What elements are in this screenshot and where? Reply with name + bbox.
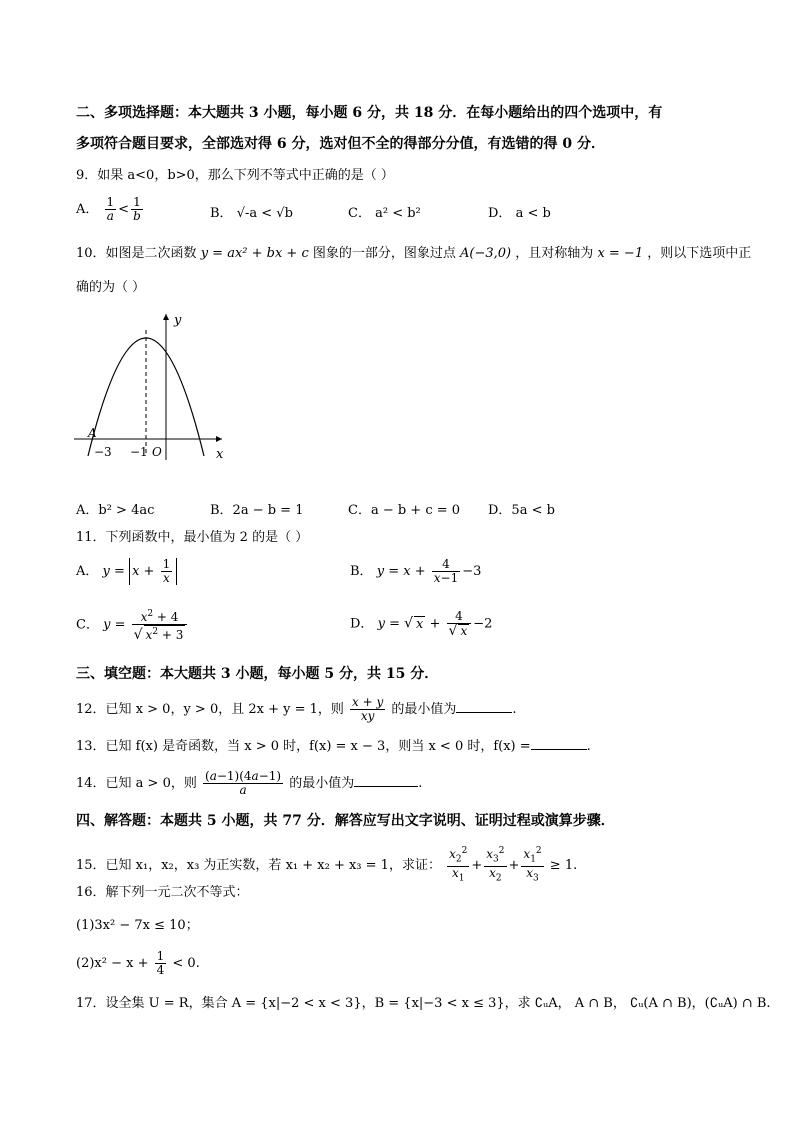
parabola-graph — [70, 308, 230, 468]
q11-option-b-label: B． — [350, 564, 373, 579]
q11-option-d: D． y = √ x + $\frac{4}{√ x}$ −2 — [350, 609, 493, 639]
q15-end: ≥ 1. — [549, 857, 578, 873]
q16-part1: (1)3x² − 7x ≤ 10； — [76, 918, 199, 933]
q9-option-b-label: B． — [210, 206, 233, 221]
graph-tick-minus3: −3 — [94, 445, 112, 459]
q14-c: 的最小值为 — [289, 776, 355, 791]
q9-option-d-text: a < b — [515, 206, 551, 221]
q14-end: . — [418, 776, 423, 791]
graph-x-arrow — [216, 436, 222, 442]
section-3-heading: 三、填空题：本大题共 3 小题，每小题 5 分，共 15 分． — [76, 666, 439, 682]
q12-end: . — [512, 702, 517, 717]
q9-option-c-text: a² < b² — [375, 206, 421, 221]
q14: 14．已知 a > 0，则 $\frac{(a-1)(4a-1)}{a}$ 的最小值为 . — [76, 769, 423, 797]
q10-stem-point: A(−3,0) — [460, 246, 512, 261]
graph-x-label: x — [216, 447, 224, 462]
q12-answer-blank[interactable] — [456, 712, 512, 713]
graph-y-arrow — [163, 314, 169, 320]
q11-option-a-label: A． — [76, 564, 99, 579]
q9-option-c-label: C． — [348, 206, 371, 221]
q13 — [76, 738, 591, 756]
q12-a: 12．已知 — [76, 702, 132, 717]
q9-option-c — [348, 202, 421, 221]
q13-answer-blank[interactable] — [531, 749, 587, 750]
q14-a: 14．已知 a > 0，则 — [76, 776, 197, 791]
q11-option-c-label: C． — [76, 617, 99, 633]
q12: 12．已知 x > 0，y > 0，且 2x + y = 1，则 $\frac{x + y}{xy}$ 的最小值为 . — [76, 695, 517, 723]
q9-stem: 9．如果 a<0，b>0，那么下列不等式中正确的是（ ） — [76, 168, 394, 183]
q11-option-c: C． y = $\frac{x^2 + 4}{√ x^2 + 3}$ — [76, 608, 189, 642]
q10-stem — [76, 245, 751, 263]
q12-b: x > 0，y > 0，且 2x + y = 1，则 — [135, 702, 344, 717]
q10-option-a: A．b² > 4ac — [76, 503, 155, 518]
q11-option-b: B． y = x + $\frac{4}{x-1}$ −3 — [350, 557, 482, 585]
q9-option-d — [488, 202, 551, 221]
q10-stem-c: 图象的一部分，图象过点 — [312, 246, 456, 261]
q10-stem-e: ，且对称轴为 — [515, 246, 594, 261]
q10-option-d: D．5a < b — [488, 503, 555, 518]
q12-c: 的最小值为 — [391, 702, 457, 717]
graph-origin-label: O — [152, 445, 162, 459]
q9-option-b — [210, 202, 293, 221]
q10-option-c: C．a − b + c = 0 — [348, 503, 461, 518]
q15: 15．已知 x₁，x₂，x₃ 为正实数，若 x₁ + x₂ + x₃ = 1，求证： $\frac{x_2^2}{x_1}$ + $\frac{x_3^2}{x_2}$ + $\frac{x_1^2}{x_3}$ ≥ 1. — [76, 846, 578, 884]
q14-answer-blank[interactable] — [354, 786, 418, 787]
graph-tick-minus1: −1 — [130, 445, 148, 459]
q11-stem: 11．下列函数中，最小值为 2 的是（ ） — [76, 530, 309, 545]
q9-option-b-text: √-a < √b — [236, 206, 293, 221]
q9-option-a: A． $\frac{1}{a}$ < $\frac{1}{b}$ — [76, 195, 141, 223]
q10-option-b: B．2a − b = 1 — [210, 503, 304, 518]
section-2-heading-line1: 二、多项选择题：本大题共 3 小题，每小题 6 分，共 18 分．在每小题给出的四个选项中，有 — [76, 105, 663, 121]
q11-option-d-label: D． — [350, 616, 374, 632]
q15-a: 15．已知 x₁，x₂，x₃ 为正实数，若 x₁ + x₂ + x₃ = 1，求证： — [76, 857, 441, 873]
q13-end: . — [586, 739, 591, 754]
graph-y-label: y — [174, 313, 182, 328]
section-4-heading: 四、解答题：本题共 5 小题，共 77 分．解答应写出文字说明、证明过程或演算步骤． — [76, 813, 615, 829]
q16-stem: 16．解下列一元二次不等式： — [76, 885, 249, 900]
q16-part2: (2)x² − x + $\frac{1}{4}$ < 0. — [76, 949, 200, 977]
q9-option-d-label: D． — [488, 206, 512, 221]
section-2-heading-line2: 多项符合题目要求，全部选对得 6 分，选对但不全的得部分分值，有选错的得 0 分． — [76, 136, 605, 152]
q17: 17．设全集 U = R，集合 A = {x|−2 < x < 3}，B = {x|−3 < x ≤ 3}，求 ∁ᵤA， A ∩ B， ∁ᵤ(A ∩ B)，(∁ᵤA) ∩ B. — [76, 996, 771, 1011]
q13-text: 13．已知 f(x) 是奇函数，当 x > 0 时，f(x) = x − 3，则当 x < 0 时，f(x) = — [76, 739, 531, 754]
q10-stem-g: ，则以下选项中正 — [647, 246, 752, 261]
q10-stem-axis: x = −1 — [597, 246, 644, 261]
q10-stem-function: y = ax² + bx + c — [200, 246, 309, 261]
graph-point-a-label: A — [88, 426, 97, 440]
q9-option-a-label: A． — [76, 202, 99, 217]
q11-option-a: A． y = x + $\frac{1}{x}$ — [76, 558, 177, 585]
q16-part2-b: < 0. — [172, 956, 200, 971]
q10-stem-line2: 确的为（ ） — [76, 280, 146, 295]
q10-stem-a: 10．如图是二次函数 — [76, 246, 197, 261]
q16-part2-a: (2)x² − x + — [76, 956, 149, 971]
